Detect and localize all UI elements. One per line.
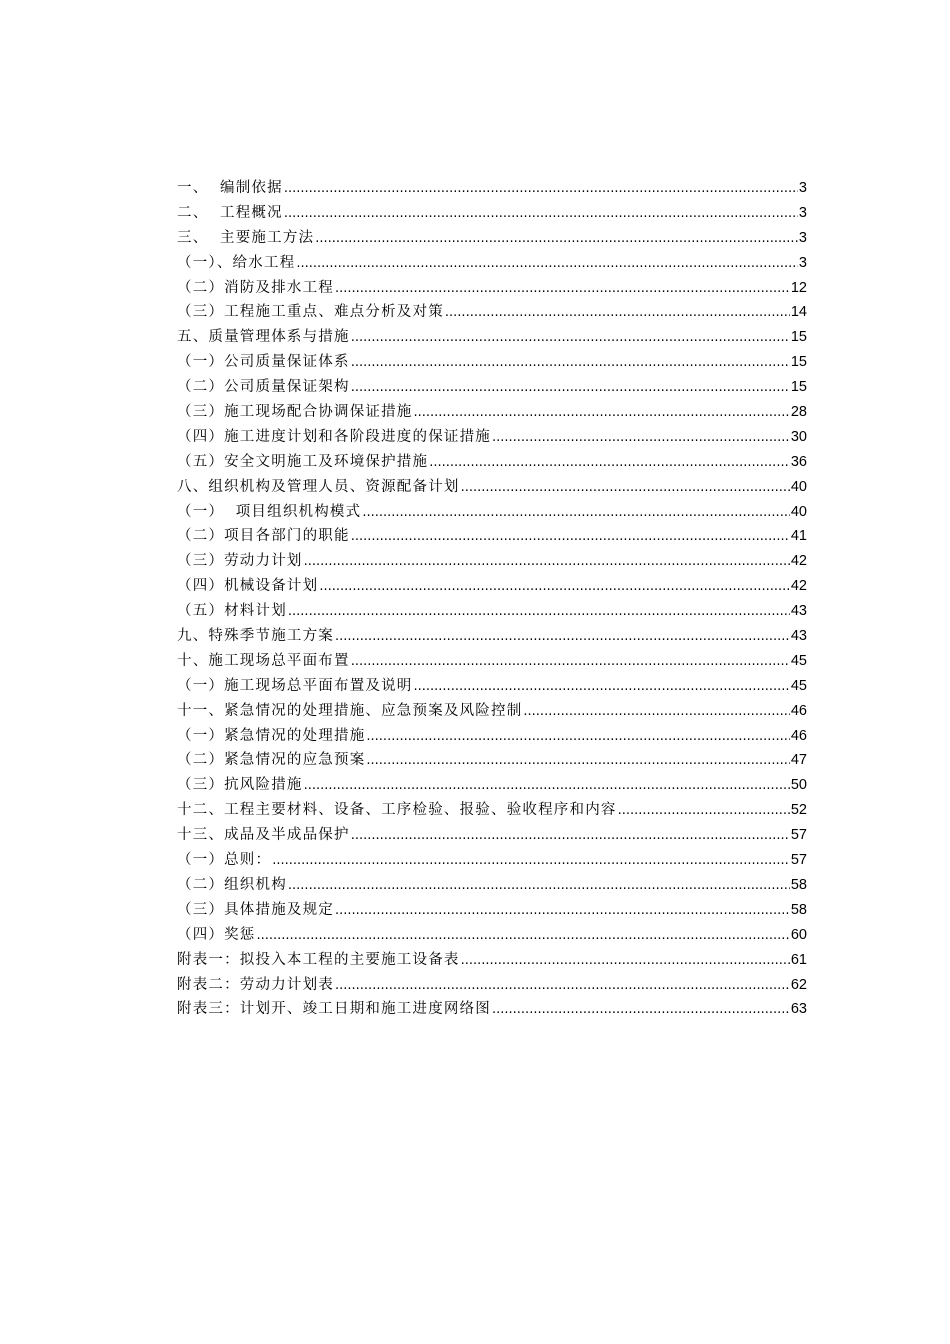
toc-entry-title: 十二、工程主要材料、设备、工序检验、报验、验收程序和内容 bbox=[177, 802, 617, 819]
toc-dot-leader bbox=[351, 376, 790, 401]
toc-entry[interactable] bbox=[177, 699, 807, 724]
toc-entry[interactable] bbox=[177, 948, 807, 973]
toc-entry-page-number: 3 bbox=[798, 204, 807, 221]
toc-entry-page-number: 40 bbox=[790, 478, 807, 495]
toc-entry-title: 一、 编制依据 bbox=[177, 180, 283, 196]
toc-entry-title: 八、组织机构及管理人员、资源配备计划 bbox=[177, 478, 460, 495]
toc-dot-leader bbox=[288, 874, 790, 899]
toc-entry[interactable] bbox=[177, 375, 807, 400]
toc-dot-leader bbox=[284, 202, 798, 227]
toc-entry-page-number: 43 bbox=[790, 628, 807, 645]
toc-entry[interactable] bbox=[177, 923, 807, 948]
toc-dot-leader bbox=[351, 824, 790, 849]
toc-entry-title: 十一、紧急情况的处理措施、应急预案及风险控制 bbox=[177, 702, 523, 719]
toc-entry-title: （三）工程施工重点、难点分析及对策 bbox=[177, 304, 444, 321]
toc-dot-leader bbox=[366, 725, 789, 750]
toc-entry-page-number: 58 bbox=[790, 901, 807, 918]
toc-dot-leader bbox=[335, 625, 790, 650]
toc-entry-page-number: 58 bbox=[790, 876, 807, 893]
toc-entry-title: （四）机械设备计划 bbox=[177, 578, 319, 595]
toc-entry-title: （一）公司质量保证体系 bbox=[177, 354, 350, 371]
toc-entry[interactable] bbox=[177, 599, 807, 624]
toc-entry[interactable] bbox=[177, 674, 807, 699]
toc-dot-leader bbox=[351, 326, 790, 351]
toc-dot-leader bbox=[351, 525, 790, 550]
toc-dot-leader bbox=[461, 476, 790, 501]
toc-dot-leader bbox=[523, 700, 789, 725]
toc-entry-title: 九、特殊季节施工方案 bbox=[177, 628, 334, 645]
toc-dot-leader bbox=[335, 277, 790, 302]
toc-dot-leader bbox=[315, 227, 798, 252]
toc-entry[interactable] bbox=[177, 300, 807, 325]
toc-entry[interactable] bbox=[177, 798, 807, 823]
toc-entry-page-number: 15 bbox=[790, 354, 807, 371]
toc-entry-title: （三）施工现场配合协调保证措施 bbox=[177, 404, 413, 421]
toc-entry[interactable] bbox=[177, 226, 807, 251]
toc-entry[interactable] bbox=[177, 624, 807, 649]
toc-entry[interactable] bbox=[177, 649, 807, 674]
toc-entry-page-number: 28 bbox=[790, 404, 807, 421]
toc-entry[interactable] bbox=[177, 400, 807, 425]
toc-dot-leader bbox=[492, 426, 790, 451]
toc-entry[interactable] bbox=[177, 997, 807, 1022]
toc-entry-title: （四）施工进度计划和各阶段进度的保证措施 bbox=[177, 428, 491, 445]
toc-entry[interactable] bbox=[177, 201, 807, 226]
toc-entry-title: （一） 项目组织机构模式 bbox=[177, 503, 362, 520]
toc-entry-page-number: 50 bbox=[790, 777, 807, 794]
toc-entry-page-number: 57 bbox=[790, 852, 807, 869]
toc-entry[interactable] bbox=[177, 773, 807, 798]
toc-entry-page-number: 63 bbox=[790, 1001, 807, 1018]
toc-entry-page-number: 45 bbox=[790, 652, 807, 669]
toc-entry-page-number: 62 bbox=[790, 976, 807, 993]
toc-entry[interactable] bbox=[177, 549, 807, 574]
toc-dot-leader bbox=[461, 949, 790, 974]
toc-entry[interactable] bbox=[177, 898, 807, 923]
toc-dot-leader bbox=[414, 675, 790, 700]
toc-entry-title: （二）项目各部门的职能 bbox=[177, 528, 350, 545]
toc-entry-title: （三）具体措施及规定 bbox=[177, 901, 334, 918]
toc-entry-page-number: 47 bbox=[790, 752, 807, 769]
toc-dot-leader bbox=[414, 401, 790, 426]
toc-entry-title: 十三、成品及半成品保护 bbox=[177, 827, 350, 844]
toc-dot-leader bbox=[362, 501, 790, 526]
toc-dot-leader bbox=[492, 998, 790, 1023]
toc-entry[interactable] bbox=[177, 425, 807, 450]
toc-dot-leader bbox=[284, 177, 798, 202]
toc-entry[interactable] bbox=[177, 823, 807, 848]
table-of-contents bbox=[177, 176, 807, 1022]
toc-entry-page-number: 46 bbox=[790, 702, 807, 719]
toc-dot-leader bbox=[335, 974, 790, 999]
toc-entry-page-number: 36 bbox=[790, 453, 807, 470]
toc-dot-leader bbox=[272, 849, 790, 874]
toc-entry[interactable] bbox=[177, 176, 807, 201]
toc-entry-title: 十、施工现场总平面布置 bbox=[177, 652, 350, 669]
toc-dot-leader bbox=[618, 799, 790, 824]
toc-entry-title: （二）公司质量保证架构 bbox=[177, 379, 350, 396]
toc-entry-page-number: 60 bbox=[790, 926, 807, 943]
toc-entry-title: 五、质量管理体系与措施 bbox=[177, 329, 350, 346]
toc-entry[interactable] bbox=[177, 251, 807, 276]
toc-entry-title: （二）紧急情况的应急预案 bbox=[177, 752, 366, 769]
toc-entry-title: 三、 主要施工方法 bbox=[177, 229, 315, 246]
toc-entry-title: 附表二：劳动力计划表 bbox=[177, 976, 334, 993]
toc-entry-page-number: 43 bbox=[790, 603, 807, 620]
toc-dot-leader bbox=[366, 749, 789, 774]
toc-entry-page-number: 15 bbox=[790, 379, 807, 396]
toc-entry[interactable] bbox=[177, 350, 807, 375]
toc-entry-page-number: 57 bbox=[790, 827, 807, 844]
toc-entry-title: （四）奖惩 bbox=[177, 926, 256, 943]
toc-entry-page-number: 3 bbox=[798, 180, 807, 196]
toc-entry-page-number: 3 bbox=[798, 229, 807, 246]
toc-dot-leader bbox=[429, 451, 790, 476]
toc-entry-title: 附表三：计划开、竣工日期和施工进度网络图 bbox=[177, 1001, 491, 1018]
toc-entry-title: （一）、给水工程 bbox=[177, 254, 296, 271]
toc-entry-page-number: 12 bbox=[790, 279, 807, 296]
toc-entry-page-number: 15 bbox=[790, 329, 807, 346]
toc-entry[interactable] bbox=[177, 325, 807, 350]
toc-entry-title: （一）施工现场总平面布置及说明 bbox=[177, 677, 413, 694]
toc-entry-title: （二）组织机构 bbox=[177, 876, 287, 893]
toc-dot-leader bbox=[319, 575, 790, 600]
toc-entry[interactable] bbox=[177, 524, 807, 549]
toc-entry-page-number: 40 bbox=[790, 503, 807, 520]
toc-entry-page-number: 45 bbox=[790, 677, 807, 694]
toc-entry-page-number: 14 bbox=[790, 304, 807, 321]
toc-entry[interactable] bbox=[177, 574, 807, 599]
toc-entry-title: （五）材料计划 bbox=[177, 603, 287, 620]
toc-dot-leader bbox=[445, 301, 790, 326]
toc-entry[interactable] bbox=[177, 475, 807, 500]
toc-dot-leader bbox=[351, 650, 790, 675]
toc-dot-leader bbox=[351, 351, 790, 376]
toc-entry[interactable] bbox=[177, 276, 807, 301]
toc-entry-page-number: 3 bbox=[798, 254, 807, 271]
toc-entry[interactable] bbox=[177, 873, 807, 898]
toc-entry-page-number: 42 bbox=[790, 578, 807, 595]
toc-entry[interactable] bbox=[177, 500, 807, 525]
toc-entry[interactable] bbox=[177, 450, 807, 475]
toc-entry-title: （一）紧急情况的处理措施 bbox=[177, 727, 366, 744]
toc-entry-title: （五）安全文明施工及环境保护措施 bbox=[177, 453, 429, 470]
toc-entry-page-number: 30 bbox=[790, 428, 807, 445]
toc-entry-title: （一）总则： bbox=[177, 852, 272, 869]
toc-entry-page-number: 42 bbox=[790, 553, 807, 570]
toc-dot-leader bbox=[335, 899, 790, 924]
toc-entry-title: （三）劳动力计划 bbox=[177, 553, 303, 570]
toc-entry-page-number: 61 bbox=[790, 951, 807, 968]
toc-entry-title: （二）消防及排水工程 bbox=[177, 279, 334, 296]
toc-entry-title: 附表一：拟投入本工程的主要施工设备表 bbox=[177, 951, 460, 968]
toc-entry[interactable] bbox=[177, 848, 807, 873]
toc-entry-title: 二、 工程概况 bbox=[177, 204, 283, 221]
toc-entry-page-number: 52 bbox=[790, 802, 807, 819]
toc-dot-leader bbox=[257, 924, 790, 949]
toc-entry[interactable] bbox=[177, 724, 807, 749]
toc-entry-title: （三）抗风险措施 bbox=[177, 777, 303, 794]
toc-entry-page-number: 46 bbox=[790, 727, 807, 744]
toc-dot-leader bbox=[296, 252, 798, 277]
toc-entry[interactable] bbox=[177, 748, 807, 773]
toc-dot-leader bbox=[288, 600, 790, 625]
toc-entry[interactable] bbox=[177, 973, 807, 998]
toc-dot-leader bbox=[304, 774, 790, 799]
toc-dot-leader bbox=[304, 550, 790, 575]
toc-entry-page-number: 41 bbox=[790, 528, 807, 545]
